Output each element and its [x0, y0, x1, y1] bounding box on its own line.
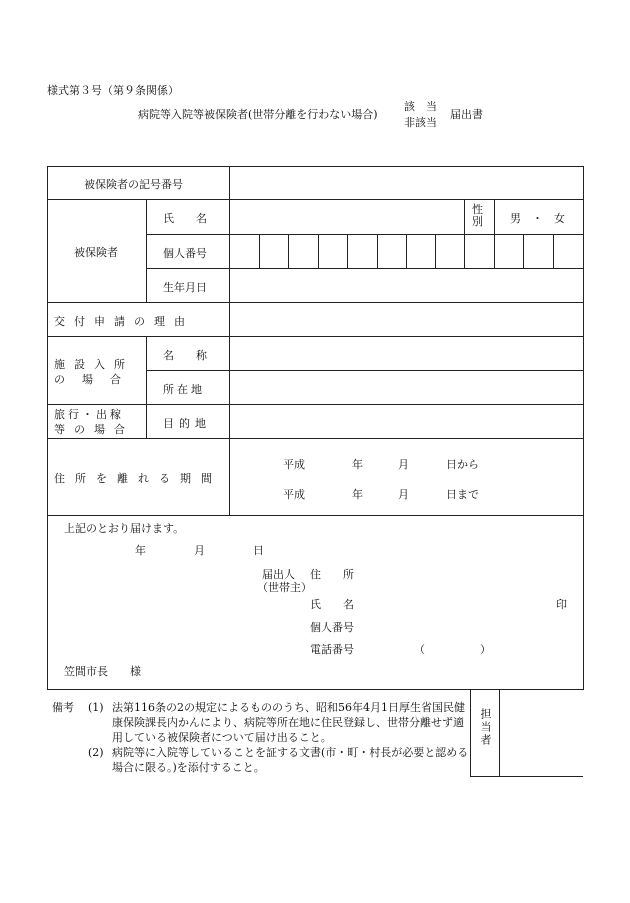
applicant-label: 届出人	[262, 568, 295, 581]
period-from-year: 年	[352, 458, 363, 471]
travel-label-1: 旅行・出稼	[54, 408, 124, 421]
period-from-era: 平成	[283, 458, 305, 471]
phone-parens: （ ）	[414, 643, 491, 656]
destination-label: 目的地	[163, 417, 211, 430]
note-text: 法第116条の2の規定によるもののうち、昭和56年4月1日厚生省国民健康保険課長内かんにより、病院等所在地に住民登録し、世帯分離せず適用している被保険者について届け出ること。	[112, 701, 465, 744]
period-from-day: 日から	[446, 458, 479, 471]
form-number: 様式第３号（第９条関係）	[47, 84, 179, 97]
symbol-number-label: 被保険者の記号番号	[84, 178, 183, 191]
note-number: (2)	[88, 746, 104, 759]
period-to-year: 年	[352, 488, 363, 501]
staff-label: 担当者	[479, 708, 492, 747]
period-to-era: 平成	[283, 488, 305, 501]
declaration-statement: 上記のとおり届けます。	[64, 522, 185, 535]
individual-number-label: 個人番号	[163, 247, 207, 260]
period-label: 住所を離れる期間	[54, 472, 222, 485]
applicant-name-label: 氏 名	[310, 598, 354, 611]
householder-label: （世帯主）	[257, 581, 312, 594]
facility-label-1: 施設入所	[54, 358, 134, 371]
sex-options: 男 ・ 女	[510, 212, 565, 225]
travel-label-2: 等の場合	[54, 423, 134, 436]
insured-label: 被保険者	[74, 246, 118, 259]
reason-label: 交付申請の理由	[54, 315, 194, 328]
seal-mark: 印	[556, 598, 567, 611]
declaration-day: 日	[253, 544, 264, 557]
applicant-individual-number-label: 個人番号	[310, 621, 354, 634]
period-from-month: 月	[398, 458, 409, 471]
staff-stamp-field[interactable]	[500, 690, 582, 776]
note-text: 病院等に入院等していることを証する文書(市・町・村長が必要と認める場合に限る。)を添付すること。	[112, 746, 469, 774]
facility-address-label: 所在地	[163, 383, 205, 396]
note-item	[52, 745, 472, 775]
option-not-applicable: 非該当	[404, 116, 437, 129]
name-label: 氏 名	[163, 212, 207, 225]
period-to-month: 月	[398, 488, 409, 501]
option-applicable: 該 当	[404, 100, 437, 113]
note-item	[52, 700, 472, 745]
form-suffix: 届出書	[450, 108, 483, 121]
applicant-address-label: 住 所	[310, 568, 354, 581]
sex-label: 性別	[472, 203, 483, 228]
period-to-day: 日まで	[446, 488, 479, 501]
facility-label-2: の場合	[54, 373, 138, 386]
declaration-year: 年	[135, 544, 146, 557]
addressee: 笠間市長 様	[64, 665, 141, 678]
note-number: (1)	[88, 701, 104, 714]
notes	[52, 700, 472, 775]
notes-label: 備考	[52, 701, 74, 714]
phone-label: 電話番号	[310, 643, 354, 656]
facility-name-label: 名 称	[163, 349, 207, 362]
birthdate-label: 生年月日	[163, 281, 207, 294]
declaration-month: 月	[194, 544, 205, 557]
form-title: 病院等入院等被保険者(世帯分離を行わない場合)	[138, 108, 378, 121]
